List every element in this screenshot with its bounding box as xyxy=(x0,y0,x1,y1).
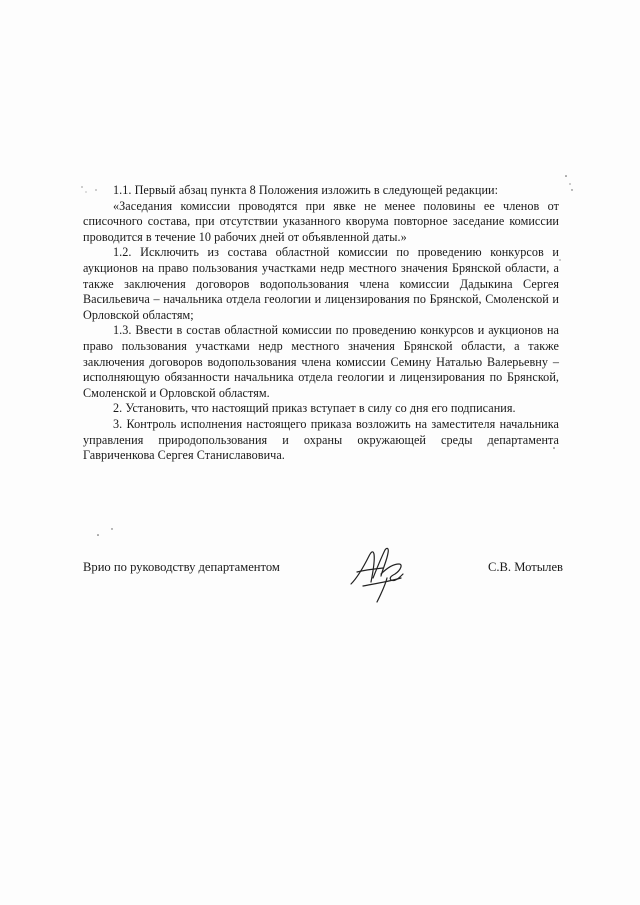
signatory-position: Врио по руководству департаментом xyxy=(83,560,280,574)
document-body xyxy=(83,183,559,464)
signature-block xyxy=(83,560,563,620)
handwritten-signature xyxy=(343,538,413,608)
paragraph-quote: «Заседания комиссии проводятся при явке не менее половины ее членов от списочного состава, при отсутствии указанного кворума повторное заседание комиссии проводится в течение 10 рабочих дней от объявленной даты.» xyxy=(83,198,559,244)
paragraph-1-2: 1.2. Исключить из состава областной комиссии по проведению конкурсов и аукционов на право пользования участками недр местного значения Брянской области, а также заключения договоров водопользования члена комиссии Дадыкина Сергея Васильевича – начальника отдела геологии и лицензирования по Брянской, Смоленской и Орловской областям; xyxy=(83,245,559,322)
paragraph-1-3: 1.3. Ввести в состав областной комиссии по проведению конкурсов и аукционов на право пользования участками недр местного значения Брянской области, а также заключения договоров водопользования члена комиссии Семину Наталью Валерьевну – исполняющую обязанности начальника отдела геологии и лицензирования по Брянской, Смоленской и Орловской областям. xyxy=(83,323,559,400)
paragraph-1-1: 1.1. Первый абзац пункта 8 Положения изложить в следующей редакции: xyxy=(113,183,499,197)
paragraph-2: 2. Установить, что настоящий приказ вступает в силу со дня его подписания. xyxy=(113,401,516,416)
paragraph-3: 3. Контроль исполнения настоящего приказа возложить на заместителя начальника управления природопользования и охраны окружающей среды департамента Гавриченкова Сергея Станиславовича. xyxy=(83,416,559,463)
signatory-name: С.В. Мотылев xyxy=(487,560,563,574)
